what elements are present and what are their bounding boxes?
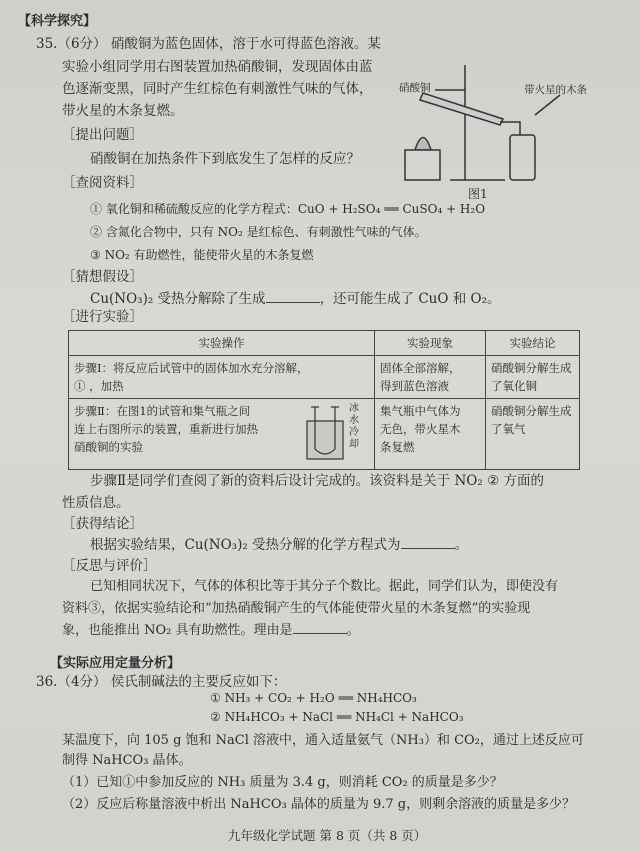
data-item-3: ③ NO₂ 有助燃性，能使带火星的木条复燃 [90,248,314,262]
q35-intro-line1: 35.（6分） 硝酸铜为蓝色固体，溶于水可得蓝色溶液。某 [36,36,381,52]
section-title-application: 【实际应用定量分析】 [50,656,181,671]
step2-op-line1: 步骤Ⅱ：在图1的试管和集气瓶之间 [74,404,251,418]
reflect-part-a: 象，也能推出 NO₂ 具有助燃性。理由是 [62,623,293,638]
step2-phen-line2: 无色，带火星木 [380,422,461,436]
step1-concl-line1: 硝酸铜分解生成 [491,361,572,375]
th-conclusion: 实验结论 [486,331,580,356]
heading-conclusion: ［获得结论］ [62,516,143,532]
step2-concl-line1: 硝酸铜分解生成 [491,404,572,418]
data-item-1: ① 氧化铜和稀硫酸反应的化学方程式：CuO + H₂SO₄ ══ CuSO₄ + H₂O [90,202,486,216]
heading-guess: ［猜想假设］ [62,269,143,285]
fig-caption: 图1 [468,187,488,201]
u-tube-apparatus [305,403,347,461]
figure-1-apparatus [395,55,595,195]
q36-part-2: （2）反应后称量溶液中析出 NaHCO₃ 晶体的质量为 9.7 g，则剩余溶液的质量是多少？ [62,797,576,812]
q36-intro: 36.（4分） 侯氏制碱法的主要反应如下： [36,674,287,690]
question-text: 硝酸铜在加热条件下到底发生了怎样的反应？ [90,151,360,167]
heading-data: ［查阅资料］ [62,175,143,191]
step1-phen-line2: 得到蓝色溶液 [380,379,449,393]
q36-equation-1: ① NH₃ + CO₂ + H₂O ══ NH₄HCO₃ [210,691,417,705]
experiment-table [68,330,580,470]
step1-op-line2: ① ，加热 [74,379,124,393]
th-operation: 实验操作 [69,331,375,356]
after-line2: 性质信息。 [62,495,130,511]
step1-op-line1: 步骤Ⅰ：将反应后试管中的固体加水充分溶解， [74,361,309,375]
reflect-part-b: 。 [346,623,360,638]
step2-op-line3: 硝酸铜的实验 [74,440,143,454]
th-phenomenon: 实验现象 [375,331,486,356]
q36-body-line1: 某温度下，向 105 g 饱和 NaCl 溶液中，通入适量氨气（NH₃）和 CO₂，通过上述反应可 [62,733,584,748]
q35-intro-line3: 色逐渐变黑，同时产生红棕色有刺激性气味的气体， [62,81,373,97]
step2-phen-line1: 集气瓶中气体为 [380,404,461,418]
q36-part-1: （1）已知①中参加反应的 NH₃ 质量为 3.4 g，则消耗 CO₂ 的质量是多少？ [62,775,503,790]
guess-line [90,288,501,310]
guess-part-b: ，还可能生成了 CuO 和 O₂。 [319,291,501,307]
page-footer: 九年级化学试题 第 8 页（共 8 页） [228,828,427,843]
reflect-line2: 资料③，依据实验结论和“加热硝酸铜产生的气体能使带火星的木条复燃”的实验现 [62,601,531,616]
step2-concl-line2: 了氧气 [491,422,526,436]
reflect-blank[interactable] [293,621,347,634]
step2-phen-line3: 条复燃 [380,440,415,454]
fig-label-copper-nitrate: 硝酸铜 [399,82,431,94]
guess-part-a: Cu(NO₃)₂ 受热分解除了生成 [90,291,266,307]
conclusion-text: 根据实验结果，Cu(NO₃)₂ 受热分解的化学方程式为 [90,537,401,553]
heading-experiment: ［进行实验］ [62,309,143,325]
fig-label-glowing-stick: 带火星的木条 [524,84,587,96]
cold-water-label: 冰水冷却 [349,403,359,450]
step1-phen-line1: 固体全部溶解， [380,361,461,375]
step1-concl-line2: 了氧化铜 [491,379,537,393]
q36-equation-2: ② NH₄HCO₃ + NaCl ══ NH₄Cl + NaHCO₃ [210,710,464,724]
guess-blank[interactable] [266,290,320,303]
after-part-a: 步骤Ⅱ是同学们查阅了新的资料后设计完成的。该资料是关于 NO₂ [90,473,483,489]
q35-intro-line2: 实验小组同学用右图装置加热硝酸铜，发现固体由蓝 [62,59,373,75]
data-item-2: ② 含氮化合物中，只有 NO₂ 是红棕色、有刺激性气味的气体。 [90,225,427,239]
table-row-step2 [69,399,580,470]
q36-body-line2: 制得 NaHCO₃ 晶体。 [62,753,192,768]
conclusion-blank[interactable] [401,536,455,549]
reflect-line1: 已知相同状况下，气体的体积比等于其分子个数比。据此，同学们认为，即使没有 [90,579,559,594]
conclusion-line: 根据实验结果，Cu(NO₃)₂ 受热分解的化学方程式为 。 [90,537,469,553]
table-row-step1 [69,356,580,399]
section-title-science: 【科学探究】 [18,14,97,29]
after-blank-2[interactable]: ② 方面的 [487,473,544,489]
reflect-line3 [62,620,360,642]
q35-intro-line4: 带火星的木条复燃。 [62,103,184,119]
heading-question: ［提出问题］ [62,127,143,143]
heading-reflection: ［反思与评价］ [62,558,157,574]
step2-op-line2: 连上右图所示的装置，重新进行加热 [74,422,258,436]
after-line1 [90,470,544,492]
